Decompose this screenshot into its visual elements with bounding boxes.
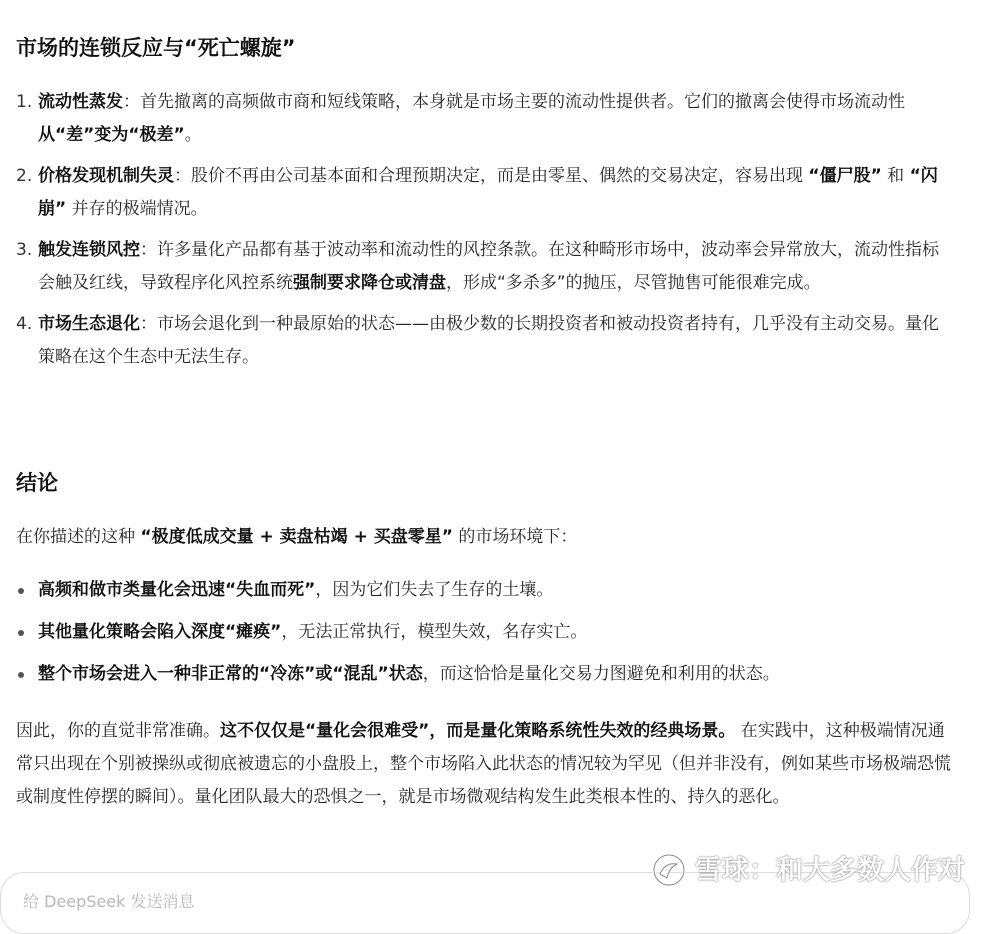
item-text: ：许多量化产品都有基于波动率和流动性的风控条款。在这种畸形市场中，波动率会异常放大，流动性指标会触及红线，导致程序化风控系统 xyxy=(38,240,939,293)
item-number: 3. xyxy=(16,240,33,260)
bullet-text: ，因为它们失去了生存的土壤。 xyxy=(315,580,554,600)
item-text: ：市场会退化到一种最原始的状态——由极少数的长期投资者和被动投资者持有，几乎没有主动交易。量化策略在这个生态中无法生存。 xyxy=(38,314,939,367)
item-emphasis: “僵尸股” xyxy=(808,166,882,186)
bullet-text: ，而这恰恰是量化交易力图避免和利用的状态。 xyxy=(422,664,780,684)
intro-text: 在你描述的这种 xyxy=(16,527,141,547)
intro-emphasis: “极度低成交量 + 卖盘枯竭 + 买盘零星” xyxy=(140,527,453,547)
conclusion-emphasis: 这不仅仅是“量化会很难受”，而是量化策略系统性失效的经典场景。 xyxy=(220,721,736,741)
item-title: 市场生态退化 xyxy=(38,314,140,334)
item-text: 。 xyxy=(184,125,202,145)
list-item xyxy=(16,308,942,374)
list-item xyxy=(16,658,942,691)
bullet-emphasis: 整个市场会进入一种非正常的“冷冻”或“混乱”状态 xyxy=(38,664,423,684)
item-text: ：首先撤离的高频做市商和短线策略，本身就是市场主要的流动性提供者。它们的撤离会使得市场流动性 xyxy=(123,92,905,112)
conclusion-text: 因此，你的直觉非常准确。 xyxy=(16,721,220,741)
conclusion-paragraph xyxy=(16,715,956,814)
item-number: 2. xyxy=(16,166,33,186)
list-item xyxy=(16,616,942,649)
intro-text: 的市场环境下： xyxy=(452,527,578,547)
section-heading-conclusion: 结论 xyxy=(16,471,58,495)
conclusion-text: 在实践中，这种极端情况通常只出现在个别被操纵或彻底被遗忘的小盘股上，整个市场陷入此状态的情况较为罕见（但并非没有，例如某些市场极端恐慌或制度性停摆的瞬间）。量化团队最大的恐惧之一，就是市场微观结构发生此类根本性的、持久的恶化。 xyxy=(16,721,951,807)
list-item xyxy=(16,574,942,607)
snowball-logo-icon xyxy=(651,852,687,888)
item-text: ，形成“多杀多”的抛压，尽管抛售可能很难完成。 xyxy=(446,273,821,293)
item-emphasis: “闪崩” xyxy=(38,166,938,219)
bullet-emphasis: 高频和做市类量化会迅速“失血而死” xyxy=(38,580,316,600)
item-emphasis: 从“差”变为“极差” xyxy=(38,125,185,145)
item-title: 价格发现机制失灵 xyxy=(38,166,174,186)
bullet-dot-icon xyxy=(18,630,24,636)
section-heading-chain-reaction: 市场的连锁反应与“死亡螺旋” xyxy=(16,36,296,60)
conclusion-intro xyxy=(16,521,577,554)
item-text: 和 xyxy=(881,166,910,186)
watermark xyxy=(651,850,965,890)
bullet-dot-icon xyxy=(18,588,24,594)
item-title: 触发连锁风控 xyxy=(38,240,140,260)
conclusion-bullets xyxy=(16,574,942,700)
bullet-emphasis: 其他量化策略会陷入深度“瘫痪” xyxy=(38,622,282,642)
item-emphasis: 强制要求降仓或清盘 xyxy=(293,273,446,293)
item-text: 并存的极端情况。 xyxy=(66,199,208,219)
list-item xyxy=(16,86,942,152)
item-number: 1. xyxy=(16,92,33,112)
bullet-text: ，无法正常执行，模型失效，名存实亡。 xyxy=(281,622,588,642)
bullet-dot-icon xyxy=(18,672,24,678)
list-item xyxy=(16,160,942,226)
watermark-text: 雪球：和大多数人作对 xyxy=(695,854,965,886)
list-item xyxy=(16,234,942,300)
item-text: ：股价不再由公司基本面和合理预期决定，而是由零星、偶然的交易决定，容易出现 xyxy=(174,166,809,186)
message-input-placeholder: 给 DeepSeek 发送消息 xyxy=(23,892,195,911)
item-title: 流动性蒸发 xyxy=(38,92,123,112)
item-number: 4. xyxy=(16,314,33,334)
chain-reaction-list xyxy=(16,86,942,382)
